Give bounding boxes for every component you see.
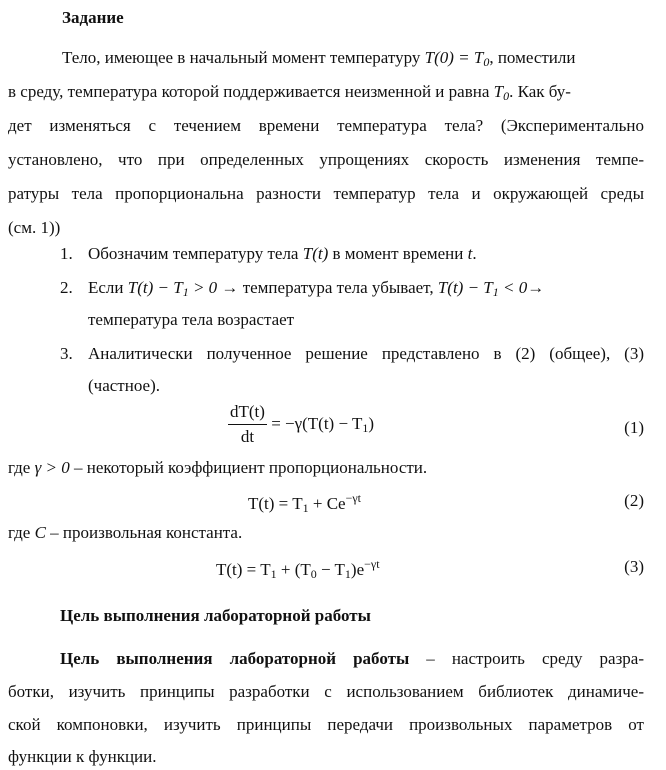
paragraph-line-1: Тело, имеющее в начальный момент температуру $T(0) = T_0$, поместили (62, 48, 576, 69)
list-number: 1. (60, 244, 73, 263)
task-heading: Задание (62, 8, 124, 27)
list-item-text-cont: (частное). (88, 376, 160, 395)
goal-line-1: Цель выполнения лабораторной работы – настроить среду разра- (60, 649, 644, 668)
list-number: 3. (60, 344, 73, 363)
list-item-text: Аналитически полученное решение представлено в (2) (общее), (3) (88, 344, 644, 363)
equation-label: (3) (624, 557, 644, 576)
goal-line-4: функции к функции. (8, 747, 157, 766)
paragraph-line-6: (см. 1)) (8, 218, 61, 237)
goal-line-3: ской компоновки, изучить принципы передачи произвольных параметров от (8, 715, 644, 734)
equation-3: $T(t) = T_1 + (T_0 - T_1)e^{-\gamma t}$ (216, 557, 380, 581)
text-line: где C – произвольная константа. (8, 523, 243, 542)
list-item-text-cont: температура тела возрастает (88, 310, 295, 329)
paragraph-line-4: установлено, что при определенных упрощениях скорость изменения темпе- (8, 150, 644, 169)
list-item-text: Если $T(t) - T_1 > 0$ → температура тела убывает, $T(t) - T_1 < 0\to$ (88, 278, 545, 299)
list-number: 2. (60, 278, 73, 297)
paragraph-line-3: дет изменяться с течением времени температура тела? (Экспериментально (8, 116, 644, 135)
equation-label: (2) (624, 491, 644, 510)
list-item-text: Обозначим температуру тела T(t) в момент времени t. (88, 244, 477, 263)
paragraph-line-2: в среду, температура которой поддерживается неизменной и равна $T_0$. Как бу- (8, 82, 571, 103)
equation-1: $\frac{dT(t)}{dt}$ = $-\gamma(T(t) - T_1)$ (230, 402, 375, 446)
equation-2: $T(t) = T_1 + Ce^{-\gamma t}$ (248, 491, 361, 515)
text-line: где γ > 0 – некоторый коэффициент пропорциональности. (8, 458, 428, 477)
fraction: $\frac{dT(t)}{dt}$ (230, 402, 265, 446)
equation-label: (1) (624, 418, 644, 437)
goal-heading: Цель выполнения лабораторной работы (60, 606, 371, 625)
goal-line-2: ботки, изучить принципы разработки с использованием библиотек динамиче- (8, 682, 644, 701)
paragraph-line-5: ратуры тела пропорциональна разности температур тела и окружающей среды (8, 184, 644, 203)
